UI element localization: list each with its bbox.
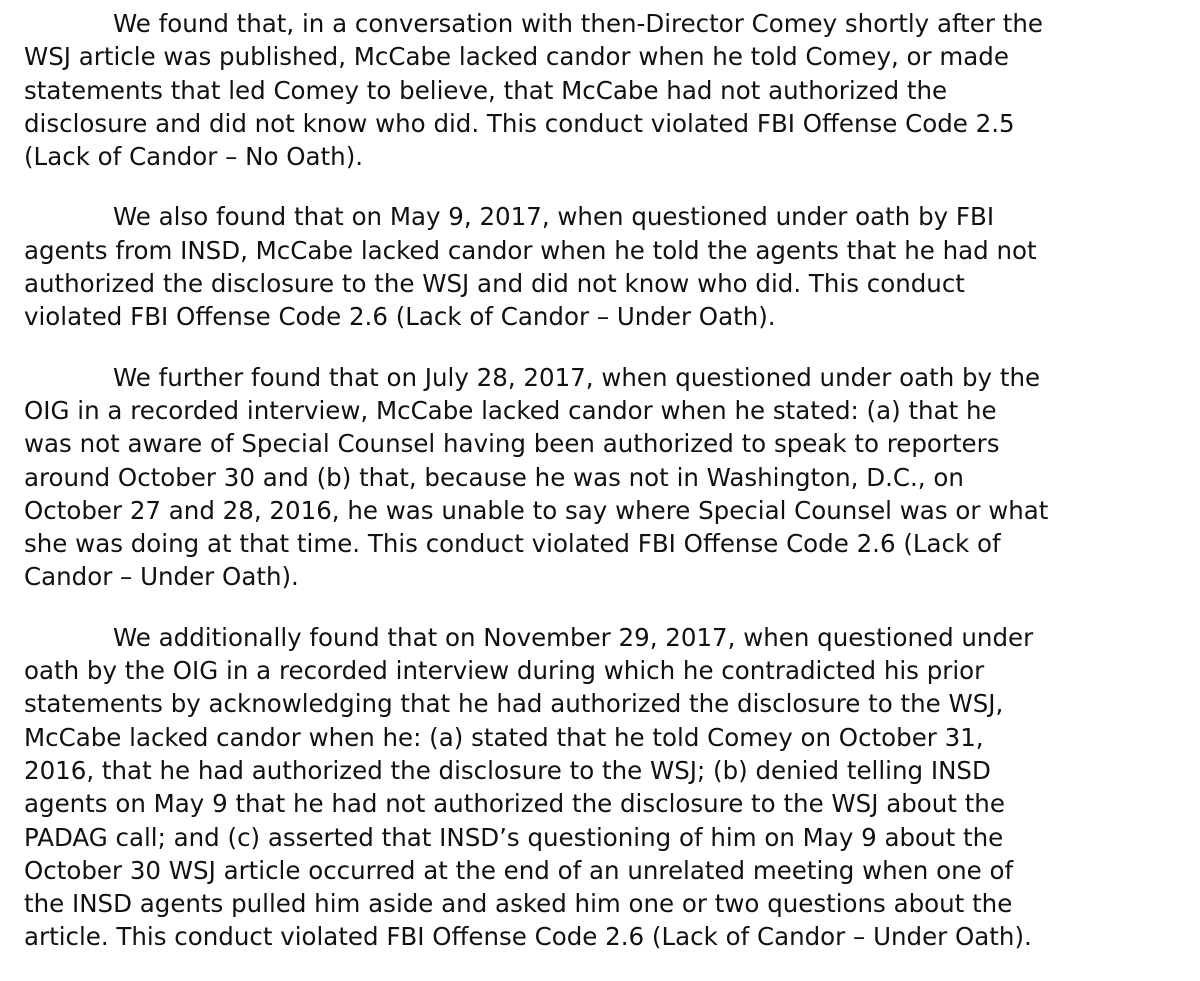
- text-line: We also found that on May 9, 2017, when questioned under oath by FBI: [113, 202, 995, 232]
- text-line: was not aware of Special Counsel having been authorized to speak to reporters: [24, 429, 1000, 459]
- paragraph-finding-november-29: [24, 621, 1194, 954]
- text-line: PADAG call; and (c) asserted that INSD’s questioning of him on May 9 about the: [24, 822, 1004, 852]
- text-line: Candor – Under Oath).: [24, 562, 299, 592]
- text-line: We further found that on July 28, 2017, when questioned under oath by the: [113, 362, 1041, 392]
- text-line: OIG in a recorded interview, McCabe lacked candor when he stated: (a) that he: [24, 395, 997, 425]
- text-line: statements by acknowledging that he had authorized the disclosure to the WSJ,: [24, 689, 1004, 719]
- text-line: authorized the disclosure to the WSJ and did not know who did. This conduct: [24, 269, 965, 299]
- text-line: agents from INSD, McCabe lacked candor when he told the agents that he had not: [24, 235, 1037, 265]
- text-line: article. This conduct violated FBI Offense Code 2.6 (Lack of Candor – Under Oath).: [24, 922, 1032, 952]
- text-line: (Lack of Candor – No Oath).: [24, 142, 364, 172]
- paragraph-finding-july-28: [24, 361, 1194, 594]
- paragraph-finding-may-9: [24, 200, 1194, 333]
- text-line: around October 30 and (b) that, because he was not in Washington, D.C., on: [24, 462, 964, 492]
- text-line: oath by the OIG in a recorded interview during which he contradicted his prior: [24, 656, 985, 686]
- text-line: October 27 and 28, 2016, he was unable to say where Special Counsel was or what: [24, 495, 1049, 525]
- text-line: disclosure and did not know who did. This conduct violated FBI Offense Code 2.5: [24, 108, 1015, 138]
- text-line: agents on May 9 that he had not authorized the disclosure to the WSJ about the: [24, 789, 1005, 819]
- document-page: [24, 7, 1194, 981]
- text-line: she was doing at that time. This conduct violated FBI Offense Code 2.6 (Lack of: [24, 529, 1001, 559]
- text-line: We found that, in a conversation with then-Director Comey shortly after the: [113, 9, 1043, 38]
- paragraph-finding-comey-conversation: [24, 7, 1194, 173]
- text-line: violated FBI Offense Code 2.6 (Lack of Candor – Under Oath).: [24, 302, 776, 332]
- text-line: October 30 WSJ article occurred at the end of an unrelated meeting when one of: [24, 855, 1014, 885]
- text-line: 2016, that he had authorized the disclosure to the WSJ; (b) denied telling INSD: [24, 755, 991, 785]
- text-line: WSJ article was published, McCabe lacked candor when he told Comey, or made: [24, 42, 1009, 72]
- text-line: We additionally found that on November 29, 2017, when questioned under: [113, 622, 1034, 652]
- text-line: statements that led Comey to believe, that McCabe had not authorized the: [24, 75, 948, 105]
- text-line: McCabe lacked candor when he: (a) stated that he told Comey on October 31,: [24, 722, 984, 752]
- text-line: the INSD agents pulled him aside and asked him one or two questions about the: [24, 889, 1013, 919]
